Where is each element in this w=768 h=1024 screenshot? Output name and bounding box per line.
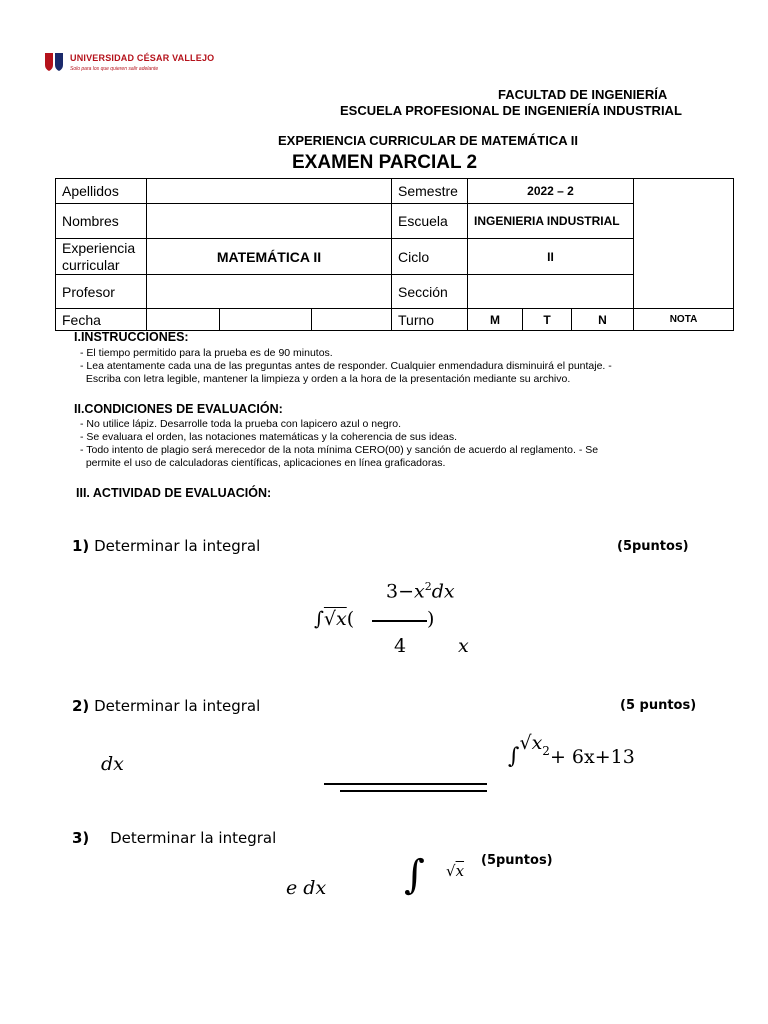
sqrt-symbol: √ [323,608,337,630]
university-logo [40,38,215,80]
math-var: x [455,862,465,880]
integral-symbol: ∫ [508,744,520,769]
student-info-table [55,178,734,331]
fecha-month-field[interactable] [220,309,312,331]
turno-t[interactable]: T [523,309,572,331]
q2-integral-expression [508,732,635,769]
q1-denominator-x: x [458,635,469,657]
fraction-bar [372,620,427,622]
ciclo-label: Ciclo [392,239,468,275]
apellidos-field[interactable] [147,179,392,204]
condition-line: - Todo intento de plagio será merecedor de la nota mínima CERO(00) y sanción de acuerdo al reglamento. - Se [80,444,599,456]
turno-label: Turno [392,309,468,331]
math-var: x [336,608,347,630]
question-number: 1) [72,537,90,555]
turno-m[interactable]: M [468,309,523,331]
ciclo-value: II [468,239,634,275]
math-term: + 6x+13 [549,746,635,768]
fecha-year-field[interactable] [312,309,392,331]
profesor-label: Profesor [56,275,147,309]
fecha-day-field[interactable] [147,309,220,331]
q1-numerator [386,580,455,602]
question-number: 2) [72,697,90,715]
nota-label: NOTA [634,309,734,331]
fecha-label: Fecha [56,309,147,331]
question-points: (5 puntos) [620,698,697,713]
math-exponent: 2 [424,580,432,593]
math-term: 3− [386,580,415,603]
q1-denominator: 4 [394,635,407,657]
faculty-heading: FACULTAD DE INGENIERÍA [498,87,668,102]
experiencia-label: Experiencia curricular [56,239,147,275]
q1-close-paren: ) [427,608,435,630]
math-subscript: 2 [542,744,550,758]
seccion-label: Sección [392,275,468,309]
condition-line: - No utilice lápiz. Desarrolle toda la prueba con lapicero azul o negro. [80,418,402,430]
question-text: Determinar la integral [110,829,277,847]
q3-sqrt [446,862,464,880]
question-text: Determinar la integral [94,697,261,715]
logo-title: UNIVERSIDAD CÉSAR VALLEJO [70,53,215,63]
conditions-heading: II.CONDICIONES DE EVALUACIÓN: [74,402,283,416]
instruction-line: Escriba con letra legible, mantener la limpieza y orden a la hora de la presentación mediante su archivo. [80,373,571,385]
nombres-field[interactable] [147,204,392,239]
integral-symbol: ∫ [314,608,324,630]
fraction-bar-secondary [340,790,487,792]
question-text: Determinar la integral [94,537,261,555]
seccion-field[interactable] [468,275,634,309]
university-emblem-icon [43,51,65,73]
sqrt-symbol: √ [519,732,532,754]
q1-integral [314,608,354,630]
semestre-label: Semestre [392,179,468,204]
condition-line: - Se evaluara el orden, las notaciones matemáticas y la coherencia de sus ideas. [80,431,458,443]
activity-heading: III. ACTIVIDAD DE EVALUACIÓN: [76,486,272,500]
turno-n[interactable]: N [572,309,634,331]
instruction-line: - El tiempo permitido para la prueba es de 90 minutos. [80,347,333,359]
fraction-bar [324,783,487,785]
instructions-heading: I.INSTRUCCIONES: [74,330,189,344]
grade-box[interactable] [634,179,734,309]
condition-line: permite el uso de calculadoras científicas, aplicaciones en línea graficadoras. [80,457,446,469]
question-1 [72,537,260,555]
math-paren: ( [346,608,355,630]
question-2 [72,697,260,715]
nombres-label: Nombres [56,204,147,239]
experiencia-value: MATEMÁTICA II [147,239,392,275]
math-var: x [414,580,425,603]
question-points: (5puntos) [617,539,689,554]
school-heading: ESCUELA PROFESIONAL DE INGENIERÍA INDUSTRIAL [340,103,682,118]
math-var: x [531,732,543,754]
apellidos-label: Apellidos [56,179,147,204]
logo-tagline: Solo para los que quieren salir adelante [70,66,159,72]
escuela-label: Escuela [392,204,468,239]
question-3 [72,829,276,847]
course-heading: EXPERIENCIA CURRICULAR DE MATEMÁTICA II [278,133,578,148]
semestre-value: 2022 – 2 [468,179,634,204]
math-differential: dx [431,580,455,603]
instruction-line: - Lea atentamente cada una de las preguntas antes de responder. Cualquier enmendadura disminuirá el puntaje. - [80,360,612,372]
q2-dx: dx [101,753,124,775]
q3-edx: e dx [286,877,327,899]
question-points: (5puntos) [481,853,553,868]
sqrt-symbol: √ [446,862,456,880]
exam-title: EXAMEN PARCIAL 2 [292,152,478,173]
question-number: 3) [72,829,90,847]
integral-symbol: ∫ [404,852,425,898]
escuela-value: INGENIERIA INDUSTRIAL [468,204,634,239]
profesor-field[interactable] [147,275,392,309]
